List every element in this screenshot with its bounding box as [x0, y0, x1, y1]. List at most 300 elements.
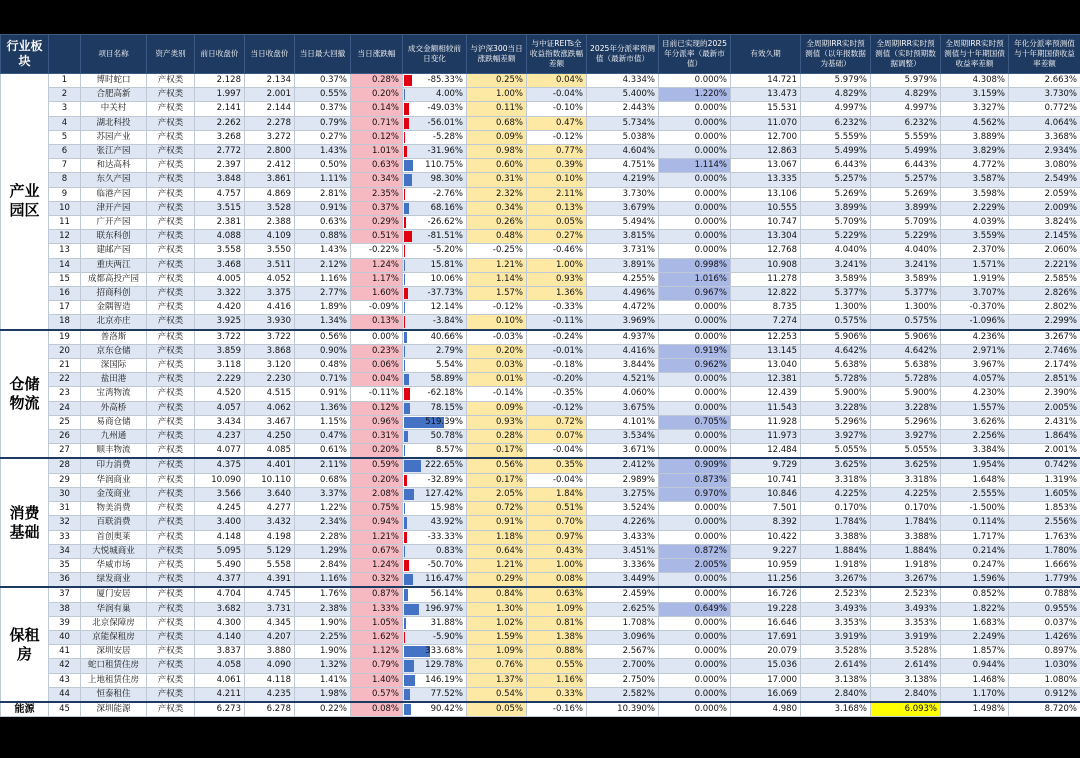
table-cell: 44 [49, 687, 81, 702]
table-cell: 4.420 [195, 301, 245, 315]
table-cell: 物美消费 [81, 502, 147, 516]
table-cell: 3.468 [195, 258, 245, 272]
table-cell: 0.27% [295, 130, 351, 144]
table-cell: 4.980 [731, 702, 801, 717]
table-cell: 产权类 [147, 230, 195, 244]
table-cell: 2.005% [1009, 401, 1080, 415]
column-header: 有效久期 [731, 35, 801, 74]
volume-change-value: -31.96% [427, 146, 463, 157]
table-cell: 3.559% [941, 230, 1009, 244]
table-cell: 5.728% [801, 373, 871, 387]
table-cell: 4.515 [245, 387, 295, 401]
table-cell: 1.666% [1009, 558, 1080, 572]
table-cell: 3.566 [195, 487, 245, 501]
table-cell: 绿发商业 [81, 573, 147, 588]
table-cell: 3.880 [245, 645, 295, 659]
table-cell: 0.575% [871, 315, 941, 330]
table-cell: 3.927% [871, 430, 941, 444]
table-cell: 14 [49, 258, 81, 272]
table-cell: 2.840% [871, 687, 941, 702]
table-cell: 2.802% [1009, 301, 1080, 315]
table-cell: 10.110 [245, 473, 295, 487]
table-cell: 2.614% [801, 659, 871, 673]
volume-change-bar [404, 574, 413, 585]
table-cell: 0.75% [351, 502, 403, 516]
table-cell: 12.822 [731, 287, 801, 301]
table-cell: 0.09% [467, 130, 527, 144]
table-cell: 0.01% [467, 373, 527, 387]
table-cell: 0.26% [467, 216, 527, 230]
table-cell: 3.528% [871, 645, 941, 659]
volume-change-bar [404, 489, 414, 500]
table-cell: 3.730% [587, 187, 659, 201]
volume-change-value: 43.92% [430, 517, 463, 528]
table-cell: 5.400% [587, 88, 659, 102]
volume-change-bar [404, 189, 405, 200]
table-cell: 0.000% [659, 74, 731, 88]
volume-change-bar [404, 316, 405, 327]
table-cell: 32 [49, 516, 81, 530]
table-cell: 0.04% [351, 373, 403, 387]
table-cell: 33 [49, 530, 81, 544]
table-cell: 1.40% [351, 673, 403, 687]
table-cell: 6.443% [871, 159, 941, 173]
table-cell: 3.731 [245, 602, 295, 616]
table-cell [403, 487, 467, 501]
table-cell: 2.009% [1009, 201, 1080, 215]
table-cell [403, 645, 467, 659]
table-cell: 0.000% [659, 301, 731, 315]
table-cell: 1.918% [801, 558, 871, 572]
table-cell: 12.381 [731, 373, 801, 387]
table-cell: 0.47% [295, 430, 351, 444]
volume-change-value: 196.97% [425, 603, 463, 614]
table-cell: 产权类 [147, 116, 195, 130]
table-cell [403, 430, 467, 444]
volume-change-value: 127.42% [425, 488, 463, 499]
table-cell: 3.899% [801, 201, 871, 215]
column-header: 前日收盘价 [195, 35, 245, 74]
column-header: 全周期IRR实时预测值（实时预期数据调整） [871, 35, 941, 74]
table-cell: 0.000% [659, 430, 731, 444]
table-cell: 招商科创 [81, 287, 147, 301]
table-cell: 1.864% [1009, 430, 1080, 444]
table-cell: 0.13% [351, 315, 403, 330]
table-cell [403, 558, 467, 572]
table-cell: 0.56% [295, 330, 351, 345]
table-cell: 0.68% [467, 116, 527, 130]
table-cell: 2.256% [941, 430, 1009, 444]
table-cell: 4.334% [587, 74, 659, 88]
table-cell: 13.335 [731, 173, 801, 187]
table-cell: 0.000% [659, 387, 731, 401]
table-cell: 5.979% [801, 74, 871, 88]
volume-change-value: 110.75% [425, 160, 463, 171]
table-cell: 联东科创 [81, 230, 147, 244]
table-cell: -0.04% [527, 473, 587, 487]
table-cell: 2.134 [245, 74, 295, 88]
table-cell: 1.60% [351, 287, 403, 301]
table-cell: 0.000% [659, 587, 731, 602]
table-cell: 恒泰租住 [81, 687, 147, 702]
table-cell: 0.20% [351, 444, 403, 459]
table-cell: 1.15% [295, 415, 351, 429]
table-cell [403, 630, 467, 644]
table-cell: 4.308% [941, 74, 1009, 88]
table-cell [403, 287, 467, 301]
volume-change-bar [404, 89, 405, 100]
table-cell: 2.412% [587, 458, 659, 473]
volume-change-value: 10.06% [430, 273, 463, 284]
table-cell: 0.51% [351, 230, 403, 244]
table-cell: 1.21% [467, 558, 527, 572]
table-row [1, 401, 1080, 415]
table-cell: 3.511 [245, 258, 295, 272]
table-cell: 1.114% [659, 159, 731, 173]
table-cell: 1.43% [295, 244, 351, 258]
table-cell: 外高桥 [81, 401, 147, 415]
table-cell: 4.207 [245, 630, 295, 644]
table-cell [403, 687, 467, 702]
table-cell: 0.962% [659, 359, 731, 373]
table-cell: 0.76% [467, 659, 527, 673]
table-cell: 1.468% [941, 673, 1009, 687]
table-cell: 3.589% [801, 272, 871, 286]
table-cell: 0.772% [1009, 102, 1080, 116]
table-cell: 2.35% [351, 187, 403, 201]
table-cell: 1.918% [871, 558, 941, 572]
table-cell: 3.336% [587, 558, 659, 572]
table-cell: 2.523% [801, 587, 871, 602]
table-cell: 0.28% [467, 430, 527, 444]
table-cell: 0.28% [351, 74, 403, 88]
table-cell: 厦门安居 [81, 587, 147, 602]
table-cell [403, 272, 467, 286]
table-cell [403, 244, 467, 258]
column-header: 资产类别 [147, 35, 195, 74]
table-cell: 2.229 [195, 373, 245, 387]
table-row [1, 444, 1080, 459]
table-cell: 0.67% [351, 544, 403, 558]
table-row [1, 344, 1080, 358]
table-cell: 10.846 [731, 487, 801, 501]
table-cell: 4.226% [587, 516, 659, 530]
table-cell: 10.555 [731, 201, 801, 215]
table-cell: 金茂商业 [81, 487, 147, 501]
table-cell: 产权类 [147, 330, 195, 345]
table-row [1, 616, 1080, 630]
table-cell: 4.005 [195, 272, 245, 286]
table-cell: 27 [49, 444, 81, 459]
table-cell: 3.272 [245, 130, 295, 144]
table-cell: 产权类 [147, 687, 195, 702]
table-cell: 0.37% [351, 201, 403, 215]
table-cell: 1.683% [941, 616, 1009, 630]
table-cell: 2.851% [1009, 373, 1080, 387]
table-cell: 1.997 [195, 88, 245, 102]
table-cell [403, 516, 467, 530]
volume-change-value: 519.39% [425, 416, 463, 427]
table-cell: 产权类 [147, 630, 195, 644]
table-cell: 0.33% [527, 687, 587, 702]
table-cell: 3.267% [871, 573, 941, 588]
table-cell: 20.079 [731, 645, 801, 659]
table-cell: 2.746% [1009, 344, 1080, 358]
table-cell: 1.17% [351, 272, 403, 286]
table-cell: 5.900% [801, 387, 871, 401]
table-cell: -0.01% [527, 344, 587, 358]
table-cell: 0.17% [467, 444, 527, 459]
table-cell: 4.040% [801, 244, 871, 258]
table-cell: 3.515 [195, 201, 245, 215]
table-cell: 0.20% [467, 344, 527, 358]
table-cell: 0.79% [295, 116, 351, 130]
volume-change-bar [404, 589, 408, 600]
volume-change-value: -62.18% [427, 388, 463, 399]
table-cell: 10.908 [731, 258, 801, 272]
volume-change-bar [404, 517, 407, 528]
volume-change-bar [404, 231, 412, 242]
table-cell: 1.300% [871, 301, 941, 315]
table-cell: 10.747 [731, 216, 801, 230]
table-cell: 1.784% [871, 516, 941, 530]
table-cell: 产权类 [147, 573, 195, 588]
table-cell: 产权类 [147, 173, 195, 187]
table-cell: 5.229% [871, 230, 941, 244]
table-cell [403, 145, 467, 159]
table-cell: 2.001 [245, 88, 295, 102]
table-cell: 0.64% [467, 544, 527, 558]
table-cell: 产权类 [147, 201, 195, 215]
table-cell: 3.268 [195, 130, 245, 144]
table-cell: 产权类 [147, 387, 195, 401]
table-cell: 产权类 [147, 74, 195, 88]
table-cell: 产权类 [147, 287, 195, 301]
table-cell: 1.884% [871, 544, 941, 558]
table-cell: 1.32% [295, 659, 351, 673]
table-cell: 顺丰物流 [81, 444, 147, 459]
table-cell: 产权类 [147, 159, 195, 173]
table-cell: 0.97% [527, 530, 587, 544]
table-cell: 东久产园 [81, 173, 147, 187]
table-cell: 3.327% [941, 102, 1009, 116]
table-cell: 3.625% [801, 458, 871, 473]
table-cell: 1.557% [941, 401, 1009, 415]
table-cell: 3.368% [1009, 130, 1080, 144]
volume-change-bar [404, 203, 409, 214]
table-cell: 0.08% [351, 702, 403, 717]
table-cell: 4.250 [245, 430, 295, 444]
table-cell: 3.228% [871, 401, 941, 415]
table-cell: 1.09% [467, 645, 527, 659]
table-cell: 3.682 [195, 602, 245, 616]
table-cell: 3.899% [871, 201, 941, 215]
table-cell: 4.077 [195, 444, 245, 459]
table-cell: 39 [49, 616, 81, 630]
table-cell: 0.000% [659, 401, 731, 415]
table-cell [403, 258, 467, 272]
table-cell: 0.56% [467, 458, 527, 473]
table-cell: 4.039% [941, 216, 1009, 230]
table-cell: 产权类 [147, 587, 195, 602]
table-row [1, 516, 1080, 530]
table-cell: 0.63% [527, 587, 587, 602]
table-cell: 京东仓储 [81, 344, 147, 358]
table-cell [403, 330, 467, 345]
table-cell: 2.128 [195, 74, 245, 88]
table-row [1, 387, 1080, 401]
table-row [1, 88, 1080, 102]
table-cell: -1.500% [941, 502, 1009, 516]
table-cell: 43 [49, 673, 81, 687]
table-cell: 11 [49, 216, 81, 230]
table-cell: 0.649% [659, 602, 731, 616]
table-cell: 中关村 [81, 102, 147, 116]
table-cell: 0.55% [295, 88, 351, 102]
table-cell: 45 [49, 702, 81, 717]
table-cell: 产权类 [147, 373, 195, 387]
table-cell: 0.09% [467, 401, 527, 415]
table-cell: 1.98% [295, 687, 351, 702]
table-cell: 0.39% [527, 159, 587, 173]
table-cell: 0.25% [467, 74, 527, 88]
table-cell: -0.25% [467, 244, 527, 258]
volume-change-value: -50.70% [427, 559, 463, 570]
table-cell: 建邮产园 [81, 244, 147, 258]
table-cell: 5.728% [871, 373, 941, 387]
table-cell: 5.709% [801, 216, 871, 230]
table-cell: 23 [49, 387, 81, 401]
volume-change-bar [404, 388, 410, 399]
table-cell: 0.575% [801, 315, 871, 330]
table-cell: 10.390% [587, 702, 659, 717]
table-cell: 0.000% [659, 216, 731, 230]
table-cell: 13.304 [731, 230, 801, 244]
table-cell: 4.416% [587, 344, 659, 358]
table-cell: 2.059% [1009, 187, 1080, 201]
table-cell: 5.906% [801, 330, 871, 345]
table-cell: -0.03% [467, 330, 527, 345]
table-cell: 0.60% [467, 159, 527, 173]
table-cell: 3.722 [245, 330, 295, 345]
table-cell: 3.267% [1009, 330, 1080, 345]
table-cell: 0.31% [467, 173, 527, 187]
table-cell: 大悦城商业 [81, 544, 147, 558]
table-cell: 4.237 [195, 430, 245, 444]
table-cell: 2.77% [295, 287, 351, 301]
table-cell: 1.37% [467, 673, 527, 687]
table-cell: 5 [49, 130, 81, 144]
table-cell: 5.734% [587, 116, 659, 130]
volume-change-value: 15.98% [430, 503, 463, 514]
table-cell: 产权类 [147, 216, 195, 230]
volume-change-value: 78.15% [430, 402, 463, 413]
table-cell: 12.768 [731, 244, 801, 258]
table-cell: 2.582% [587, 687, 659, 702]
table-cell [403, 401, 467, 415]
table-cell: 2.614% [871, 659, 941, 673]
table-cell: 0.000% [659, 702, 731, 717]
table-cell: 0.967% [659, 287, 731, 301]
table-cell: 深国际 [81, 359, 147, 373]
table-cell [403, 116, 467, 130]
table-cell: 0.170% [871, 502, 941, 516]
table-cell: 产权类 [147, 558, 195, 572]
table-row [1, 659, 1080, 673]
table-row [1, 573, 1080, 588]
table-cell: 广开产园 [81, 216, 147, 230]
table-cell: 3.671% [587, 444, 659, 459]
table-cell: 4.829% [871, 88, 941, 102]
table-cell: 4.060% [587, 387, 659, 401]
table-cell: 0.50% [295, 159, 351, 173]
table-cell: -0.20% [527, 373, 587, 387]
table-cell: 博时蛇口 [81, 74, 147, 88]
table-cell: 1.319% [1009, 473, 1080, 487]
table-cell: -0.370% [941, 301, 1009, 315]
table-cell: 1.919% [941, 272, 1009, 286]
table-cell: 3.868 [245, 344, 295, 358]
table-cell: 13.067 [731, 159, 801, 173]
table-cell: 产权类 [147, 516, 195, 530]
table-cell: 17.691 [731, 630, 801, 644]
table-cell: 6.443% [801, 159, 871, 173]
table-cell: 0.944% [941, 659, 1009, 673]
table-cell: 产权类 [147, 530, 195, 544]
volume-change-value: -5.28% [432, 131, 463, 142]
table-cell: 3.859 [195, 344, 245, 358]
table-cell: 4.064% [1009, 116, 1080, 130]
table-cell: 临港产园 [81, 187, 147, 201]
table-cell: 4.375 [195, 458, 245, 473]
table-cell: 11.543 [731, 401, 801, 415]
table-cell: 31 [49, 502, 81, 516]
table-cell: 3.375 [245, 287, 295, 301]
table-cell: 2.141 [195, 102, 245, 116]
table-cell: 2.32% [467, 187, 527, 201]
table-cell: 4.088 [195, 230, 245, 244]
table-cell: 3.096% [587, 630, 659, 644]
table-cell: 1.21% [351, 530, 403, 544]
table-cell: 29 [49, 473, 81, 487]
table-cell: 0.91% [467, 516, 527, 530]
table-cell: 1.00% [467, 88, 527, 102]
volume-change-value: 58.89% [430, 374, 463, 385]
table-cell: 北京亦庄 [81, 315, 147, 330]
table-cell: 5.558 [245, 558, 295, 572]
table-cell: 2.005% [659, 558, 731, 572]
table-cell: 3.353% [871, 616, 941, 630]
table-cell: 0.000% [659, 502, 731, 516]
table-cell: 4.604% [587, 145, 659, 159]
table-cell: 1.36% [295, 401, 351, 415]
table-cell: 3.318% [801, 473, 871, 487]
table-cell: 4.829% [801, 88, 871, 102]
table-cell: 0.93% [467, 415, 527, 429]
table-cell: 5.229% [801, 230, 871, 244]
table-cell: 0.81% [527, 616, 587, 630]
table-cell [403, 74, 467, 88]
table-cell: 0.000% [659, 573, 731, 588]
table-cell: 1.22% [295, 502, 351, 516]
volume-change-bar [404, 103, 409, 114]
table-cell: 4.040% [871, 244, 941, 258]
volume-change-value: 116.47% [425, 574, 463, 585]
table-cell: 产权类 [147, 258, 195, 272]
table-cell: 宝湾物流 [81, 387, 147, 401]
table-cell: 0.912% [1009, 687, 1080, 702]
table-cell: 0.872% [659, 544, 731, 558]
